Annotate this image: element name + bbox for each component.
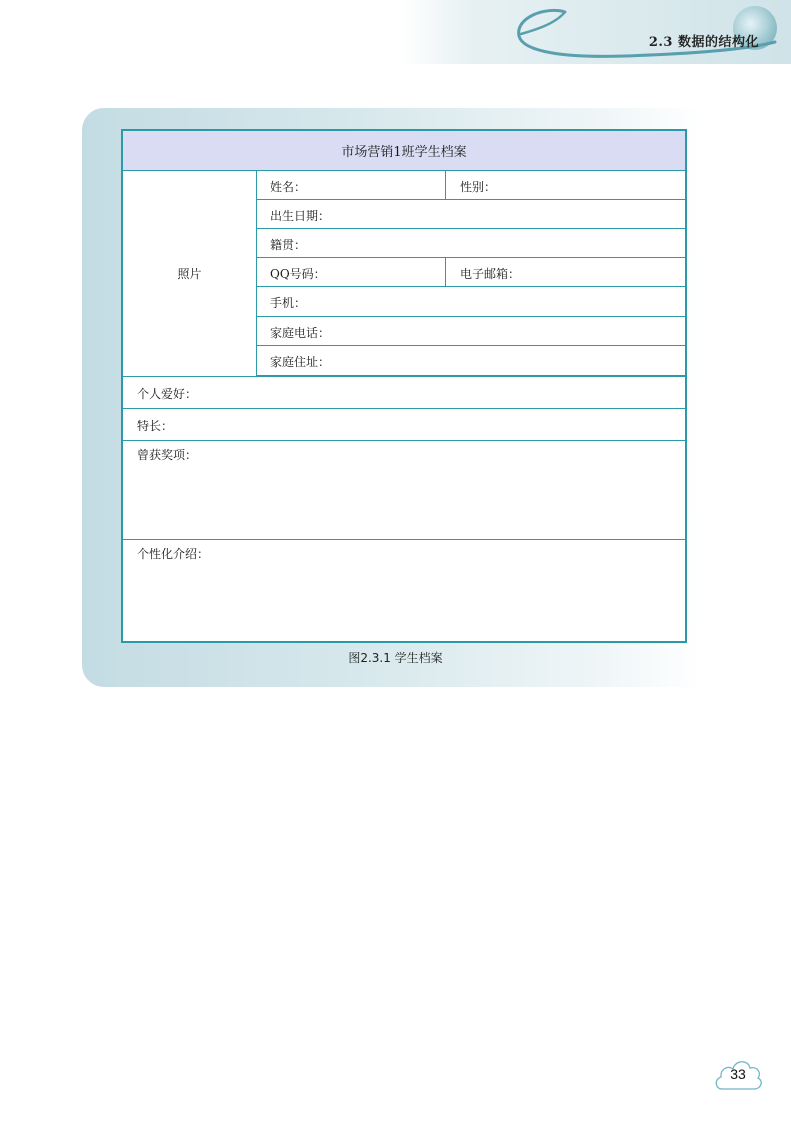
home-phone-label: 家庭电话： [270,326,331,340]
home-phone-row [257,317,685,346]
birthdate-row [257,200,685,229]
name-label: 姓名： [270,180,307,194]
page-number: 33 [730,1066,746,1082]
form-title: 市场营销1班学生档案 [123,131,685,171]
photo-label: 照片 [177,267,202,281]
hobbies-label: 个人爱好： [137,387,198,401]
mobile-row [257,287,685,317]
page-number-badge [712,1053,764,1093]
section-title: 2.3 数据的结构化 [648,35,759,50]
home-address-label: 家庭住址： [270,355,331,369]
gender-label: 性别： [460,180,497,194]
specialty-label: 特长： [137,419,174,433]
specialty-row [123,409,685,441]
photo-cell [123,171,257,376]
qq-email-row [257,258,685,287]
name-gender-row [257,171,685,200]
email-cell [445,258,521,286]
hometown-row [257,229,685,258]
gender-cell [445,171,497,199]
home-address-row [257,346,685,376]
email-label: 电子邮箱： [460,267,521,281]
mobile-label: 手机： [270,296,307,310]
hometown-label: 籍贯： [270,238,307,252]
awards-row [123,441,685,540]
figure-caption: 图2.3.1 学生档案 [348,651,443,665]
birthdate-label: 出生日期： [270,209,331,223]
hobbies-row [123,376,685,409]
intro-row [123,540,685,641]
student-record-form [121,129,687,643]
intro-label: 个性化介绍： [137,547,210,561]
awards-label: 曾获奖项： [137,448,198,462]
qq-label: QQ号码： [270,267,326,281]
